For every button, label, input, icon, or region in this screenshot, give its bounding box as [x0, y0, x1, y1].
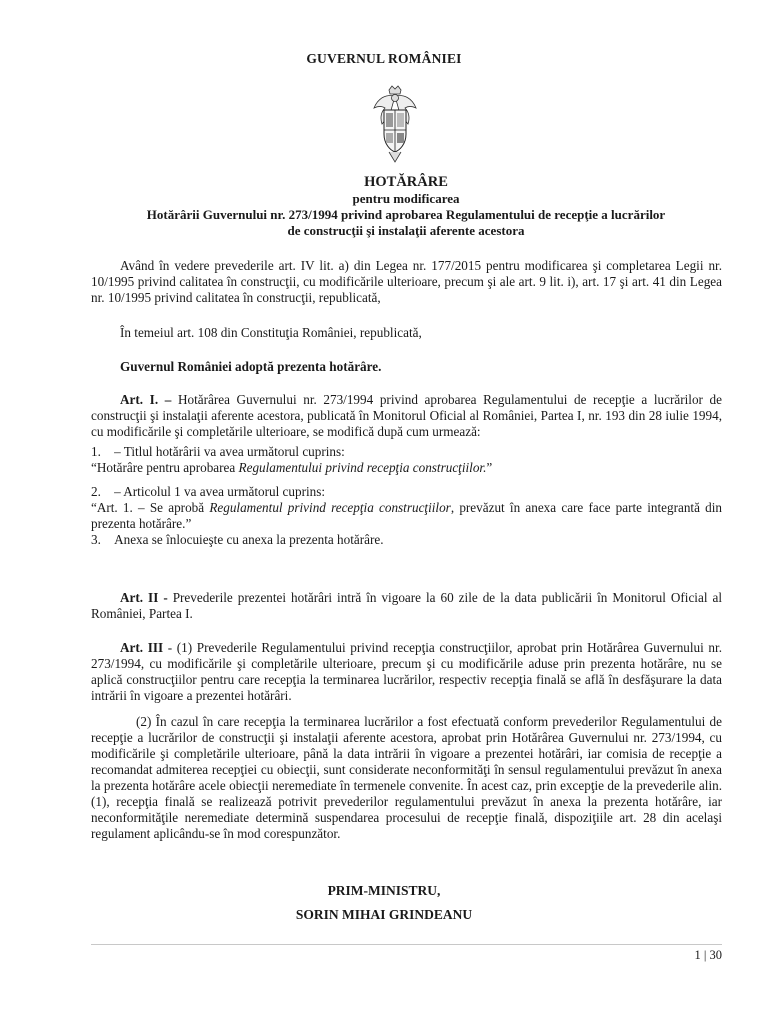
- list-item: [91, 532, 722, 548]
- signature-name: SORIN MIHAI GRINDEANU: [295, 907, 473, 922]
- article-1-text: Hotărârea Guvernului nr. 273/1994 privind aprobarea Regulamentului de recepţie a lucrărilor de construcţii şi instalaţii aferente acestora, publicată în Monitorul Oficial al României, Partea I, nr. 193 din 28 iulie 1994, cu modificările şi completările ulterioare, se modifică după cum urmează:: [91, 392, 722, 439]
- article-1-paragraph: [91, 392, 722, 440]
- article-2-text: Prevederile prezentei hotărâri intră în vigoare la 60 zile de la data publicării în Monitorul Oficial al României, Partea I.: [91, 590, 722, 621]
- article-1-label: Art. I. –: [120, 392, 172, 407]
- decision-title-block: [90, 173, 722, 239]
- legal-basis-text: În temeiul art. 108 din Constituţia României, republicată,: [120, 325, 422, 340]
- item-text: – Titlul hotărârii va avea următorul cuprins:: [114, 444, 345, 459]
- list-item: [91, 484, 722, 500]
- item-number: 2.: [91, 484, 101, 499]
- article-2-label: Art. II -: [120, 590, 168, 605]
- decision-type: HOTĂRÂRE: [364, 174, 448, 190]
- article-3-text-1: - (1) Prevederile Regulamentului privind recepţia construcţiilor, aprobat prin Hotărârea Guvernului nr. 273/1994, cu modificările şi completările ulterioare, precum şi cu modificările aduse prin prezenta hotărâre, nu se aplică construcţiilor pentru care recepţia la terminarea lucrărilor, respectiv recepţia finală se află în desfăşurare la data intrării în vigoare a prezentei hotărâri.: [91, 640, 722, 703]
- article-2-paragraph: [91, 590, 722, 622]
- decision-title-line1: Hotărârii Guvernului nr. 273/1994 privind aprobarea Regulamentului de recepţie a lucrărilor: [146, 207, 666, 222]
- coat-of-arms-icon: [372, 84, 418, 164]
- article-2: [91, 590, 722, 622]
- article-3-label: Art. III: [120, 640, 164, 655]
- article-1: [91, 392, 722, 548]
- preamble-paragraph: [91, 258, 722, 306]
- item-number: 1.: [91, 444, 101, 459]
- article-3-paragraph-1: [91, 640, 722, 704]
- adoption-paragraph: [91, 359, 722, 375]
- item-number: 3.: [91, 532, 101, 547]
- quote-1: [91, 460, 722, 476]
- decision-title-line2: de construcţii şi instalaţii aferente acestora: [287, 223, 525, 238]
- decision-subtitle: pentru modificarea: [352, 191, 460, 206]
- quote-2: [91, 500, 722, 532]
- government-heading: GUVERNUL ROMÂNIEI: [306, 51, 462, 66]
- adoption-text: Guvernul României adoptă prezenta hotărâre.: [120, 359, 382, 374]
- page-number: 1 | 30: [694, 948, 722, 962]
- preamble-text: Având în vedere prevederile art. IV lit. a) din Legea nr. 177/2015 pentru modificarea şi completarea Legii nr. 10/1995 privind calitatea în construcţii, cu modificările ulterioare, precum şi ale art. 9 lit. i), art. 17 şi art. 41 din Legea nr. 10/1995 privind calitatea în construcţii, republicată,: [91, 258, 722, 305]
- quote-italic: Regulamentul privind recepţia construcţiilor: [209, 500, 451, 515]
- legal-basis-paragraph: [91, 325, 722, 341]
- quote-end: ”: [486, 460, 493, 475]
- item-text: – Articolul 1 va avea următorul cuprins:: [114, 484, 326, 499]
- quote-italic: Regulamentului privind recepţia construcţiilor.: [238, 460, 487, 475]
- item-text: Anexa se înlocuieşte cu anexa la prezenta hotărâre.: [114, 532, 384, 547]
- article-3: [91, 640, 722, 842]
- quote-text: “Art. 1. – Se aprobă: [91, 500, 210, 515]
- signature-role: PRIM-MINISTRU,: [327, 883, 441, 898]
- quote-end: , prevăzut în anexa care face parte integrantă din prezenta hotărâre.”: [91, 500, 723, 531]
- footer-divider: [91, 944, 722, 945]
- list-item: [91, 444, 722, 460]
- article-3-paragraph-2: (2) În cazul în care recepţia la terminarea lucrărilor a fost efectuată conform prevederilor Regulamentului de recepţie a lucrărilor de construcţii şi instalaţii aferente acestora, aprobat prin Hotărârea Guvernului nr. 273/1994, cu modificările şi completările ulterioare, până la data intrării în vigoare a prezentei hotărâri, iar comisia de recepţie a recomandat admiterea recepţiei cu obiecţii, sunt considerate neconformităţi în sensul regulamentului prevăzut în anexa la prezenta hotărâre acele obiecţii neremediate în termenele convenite. În acest caz, prin excepţie de la prevederile alin. (1), recepţia finală se realizează potrivit prevederilor regulamentului prevăzut în anexa la prezenta hotărâre, iar neconformităţile neremediate determină suspendarea procesului de recepţie finală, dispoziţiile art. 28 din acelaşi regulament aplicându-se în mod corespunzător.: [91, 714, 722, 841]
- quote-text: “Hotărâre pentru aprobarea: [91, 460, 239, 475]
